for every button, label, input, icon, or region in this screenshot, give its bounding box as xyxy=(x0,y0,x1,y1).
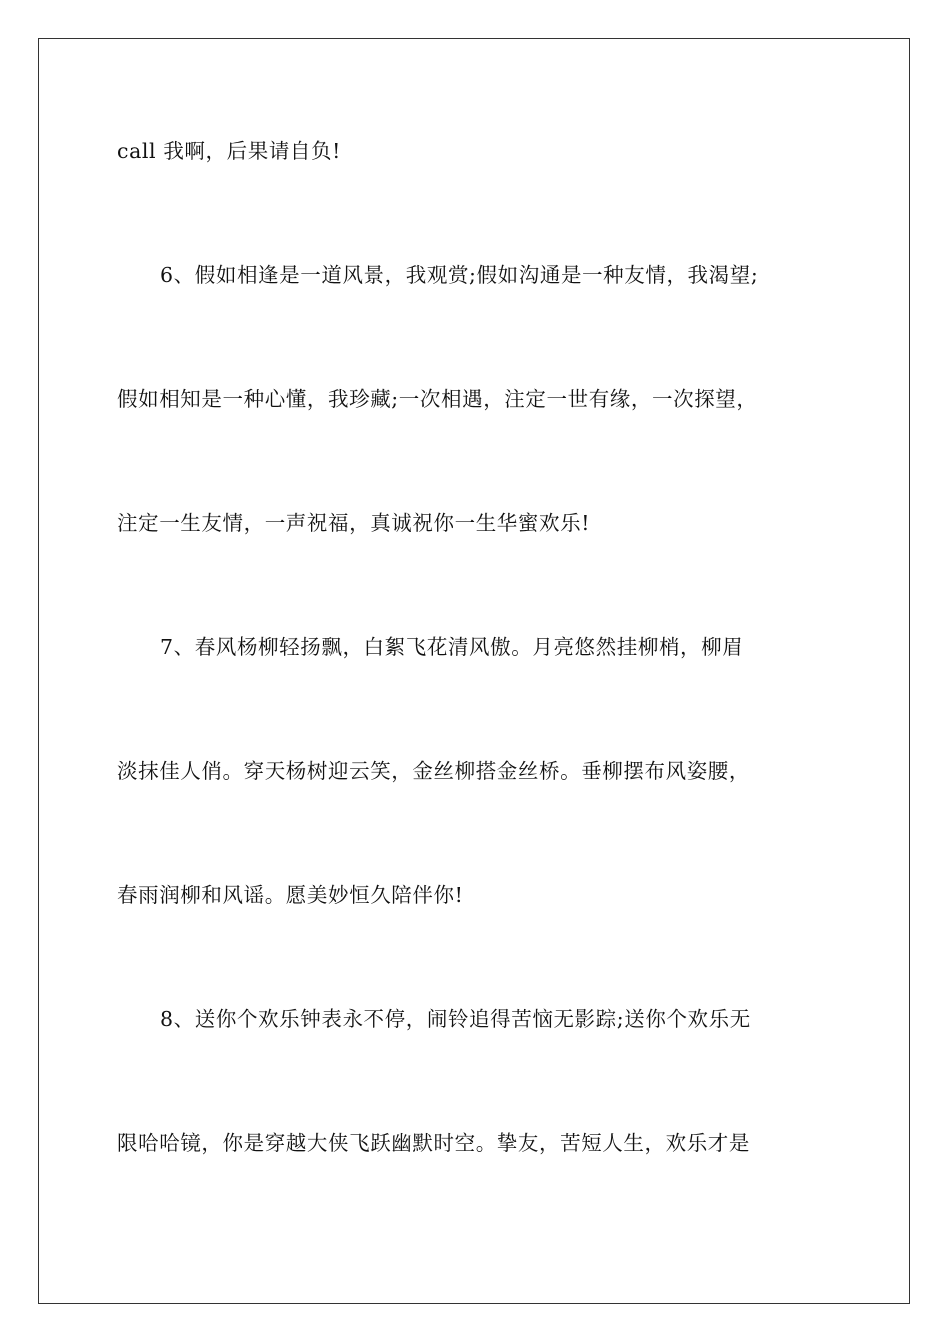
text-line-4: 注定一生友情，一声祝福，真诚祝你一生华蜜欢乐! xyxy=(117,511,591,535)
text-line-5: 7、春风杨柳轻扬飘，白絮飞花清风傲。月亮悠然挂柳梢，柳眉 xyxy=(160,635,744,659)
text-line-2: 6、假如相逢是一道风景，我观赏;假如沟通是一种友情，我渴望; xyxy=(160,263,759,287)
text-line-3: 假如相知是一种心懂，我珍藏;一次相遇，注定一世有缘，一次探望， xyxy=(117,387,758,411)
text-line-7: 春雨润柳和风谣。愿美妙恒久陪伴你! xyxy=(117,883,464,907)
page-border xyxy=(38,38,910,1304)
text-line-9: 限哈哈镜，你是穿越大侠飞跃幽默时空。挚友，苦短人生，欢乐才是 xyxy=(117,1131,750,1155)
text-line-1: call 我啊，后果请自负! xyxy=(117,139,341,163)
text-line-8: 8、送你个欢乐钟表永不停，闹铃追得苦恼无影踪;送你个欢乐无 xyxy=(160,1007,751,1031)
text-line-6: 淡抹佳人俏。穿天杨树迎云笑，金丝柳搭金丝桥。垂柳摆布风姿腰， xyxy=(117,759,750,783)
